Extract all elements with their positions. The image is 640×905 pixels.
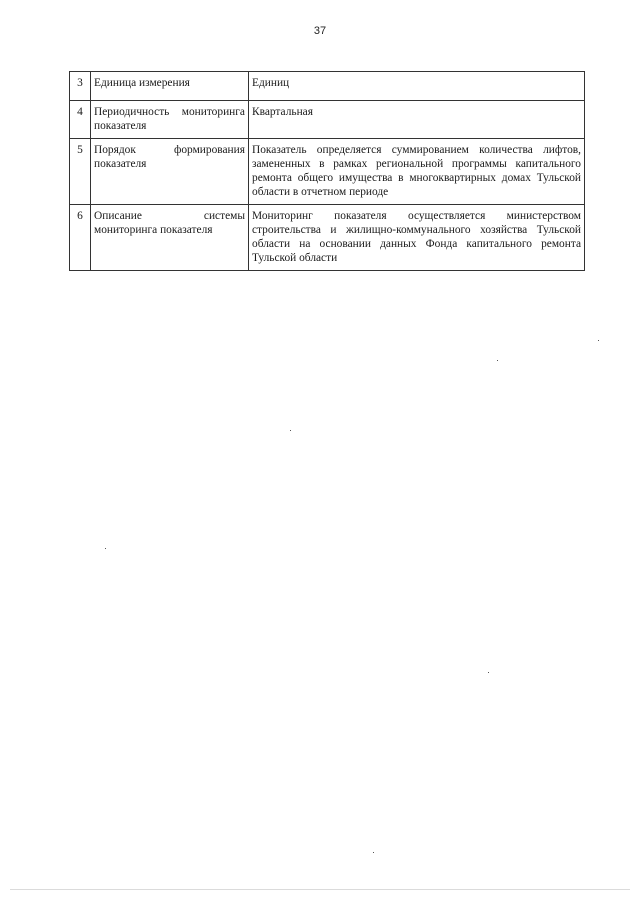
table-row [70, 205, 585, 271]
scan-edge-line [10, 889, 630, 890]
row-parameter-name: Периодичность мониторинга показателя [91, 101, 249, 139]
scan-speck [488, 672, 489, 673]
scan-speck [598, 340, 599, 341]
scan-speck [497, 360, 498, 361]
table-row [70, 101, 585, 139]
row-parameter-value: Квартальная [249, 101, 585, 139]
scan-speck [105, 548, 106, 549]
scan-speck [290, 430, 291, 431]
row-number: 4 [70, 101, 91, 139]
table-row [70, 139, 585, 205]
row-number: 6 [70, 205, 91, 271]
row-parameter-name: Порядок формирования показателя [91, 139, 249, 205]
scan-speck [373, 852, 374, 853]
row-parameter-name: Описание системы мониторинга показателя [91, 205, 249, 271]
page-number: 37 [313, 25, 327, 37]
indicator-passport-table [69, 71, 585, 271]
table-row [70, 72, 585, 101]
row-parameter-value: Единиц [249, 72, 585, 101]
row-parameter-name: Единица измерения [91, 72, 249, 101]
row-parameter-value: Мониторинг показателя осуществляется министерством строительства и жилищно-коммунального хозяйства Тульской области на основании данных Фонда капитального ремонта Тульской области [249, 205, 585, 271]
row-number: 3 [70, 72, 91, 101]
row-number: 5 [70, 139, 91, 205]
row-parameter-value: Показатель определяется суммированием количества лифтов, замененных в рамках региональной программы капитального ремонта общего имущества в многоквартирных домах Тульской области в отчетном периоде [249, 139, 585, 205]
